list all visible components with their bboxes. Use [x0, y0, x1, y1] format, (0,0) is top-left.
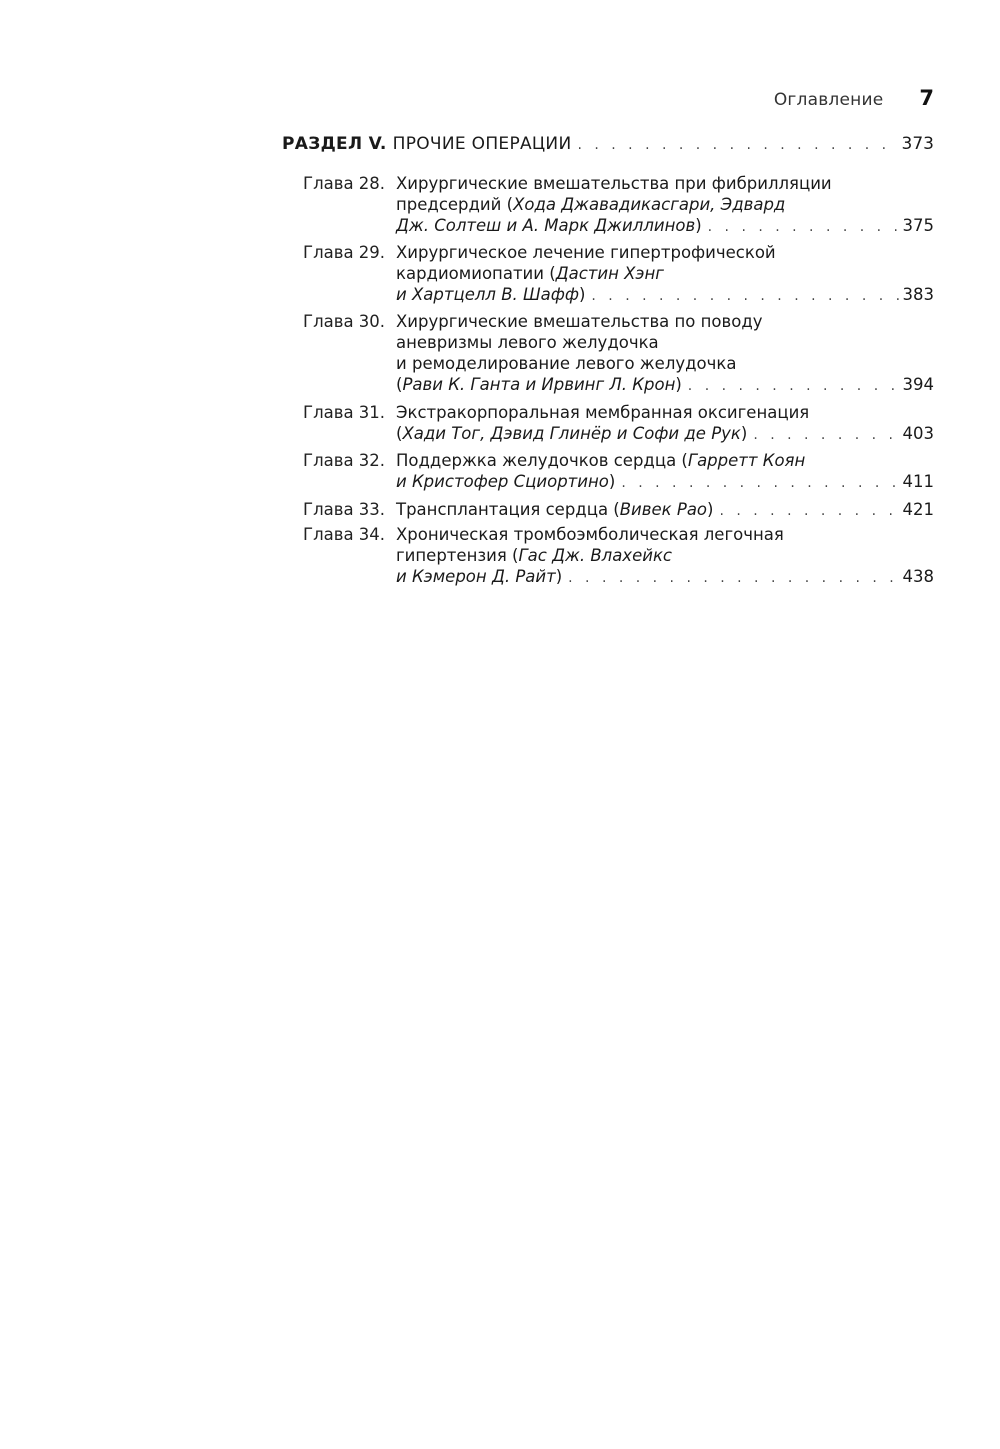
chapter-title: [396, 450, 934, 492]
title-text: Хроническая тромбоэмболическая легочная: [396, 525, 784, 544]
chapter-title-last-line: [396, 215, 934, 236]
section-title: ПРОЧИЕ ОПЕРАЦИИ: [392, 134, 572, 154]
chapter-title: [396, 402, 934, 444]
chapter-number: Глава 31.: [303, 403, 386, 422]
section-label: РАЗДЕЛ V.: [282, 134, 387, 154]
title-text: Хирургическое лечение гипертрофической: [396, 243, 776, 262]
dot-leader: [719, 501, 898, 522]
chapter-title: [396, 311, 934, 395]
chapter-title-line: [396, 242, 934, 263]
chapter-title-line: [396, 402, 934, 423]
dot-leader: [591, 286, 898, 307]
chapter-title-last-line: [396, 284, 934, 305]
chapter-number: Глава 32.: [303, 451, 386, 470]
title-text: и Кэмерон Д. Райт): [396, 567, 563, 586]
chapter-title: [396, 499, 934, 520]
running-head: [774, 86, 934, 110]
chapter-title-line: [396, 450, 934, 471]
authors-text: Хода Джавадикасгари, Эдвард: [513, 195, 786, 214]
title-text: и Хартцелл В. Шафф): [396, 285, 586, 304]
title-text: (Хади Тог, Дэвид Глинёр и Софи де Рук): [396, 424, 748, 443]
title-text: Экстракорпоральная мембранная оксигенация: [396, 403, 810, 422]
chapter-title-line: [396, 311, 934, 332]
dot-leader: [753, 425, 898, 446]
dot-leader: [568, 568, 898, 589]
title-text: гипертензия (: [396, 546, 519, 565]
chapter-title-line: [396, 332, 934, 353]
title-text: кардиомиопатии (: [396, 264, 556, 283]
authors-text: Гарретт Коян: [687, 451, 806, 470]
chapter-title-line: [396, 524, 934, 545]
dot-leader: [621, 473, 898, 494]
chapter-title-last-line: [396, 423, 934, 444]
chapter-page: 383: [902, 285, 934, 304]
chapter-title-last-line: [396, 566, 934, 587]
chapter-title-last-line: [396, 499, 934, 520]
title-text: Поддержка желудочков сердца (: [396, 451, 688, 470]
dot-leader: [577, 133, 897, 157]
chapter-number: Глава 33.: [303, 500, 386, 519]
title-text: предсердий (: [396, 195, 514, 214]
chapter-number: Глава 28.: [303, 174, 386, 193]
section-heading: [282, 132, 934, 157]
dot-leader: [708, 217, 899, 238]
chapter-title-line: [396, 263, 934, 284]
title-text: и Кристофер Сциортино): [396, 472, 616, 491]
chapter-number: Глава 29.: [303, 243, 386, 262]
title-text: аневризмы левого желудочка: [396, 333, 659, 352]
running-head-title: Оглавление: [773, 90, 884, 110]
title-text: Хирургические вмешательства при фибрилляции: [396, 174, 832, 193]
chapter-number: Глава 30.: [303, 312, 386, 331]
chapter-page: 403: [902, 424, 934, 443]
title-text: Хирургические вмешательства по поводу: [396, 312, 763, 331]
page-number: 7: [919, 86, 934, 110]
title-text: (Рави К. Ганта и Ирвинг Л. Крон): [396, 375, 682, 394]
chapter-title: [396, 524, 934, 587]
dot-leader: [688, 376, 899, 397]
chapter-title-last-line: [396, 471, 934, 492]
chapter-title: [396, 242, 934, 305]
chapter-page: 375: [902, 216, 934, 235]
section-page: 373: [901, 134, 934, 154]
chapter-title-line: [396, 194, 934, 215]
chapter-page: 438: [902, 567, 934, 586]
chapter-number: Глава 34.: [303, 525, 386, 544]
chapter-page: 411: [902, 472, 934, 491]
authors-text: Гас Дж. Влахейкс: [518, 546, 672, 565]
title-text: и ремоделирование левого желудочка: [396, 354, 737, 373]
chapter-title-last-line: [396, 374, 934, 395]
chapter-title-line: [396, 173, 934, 194]
title-text: Дж. Солтеш и А. Марк Джиллинов): [396, 216, 702, 235]
authors-text: Дастин Хэнг: [555, 264, 664, 283]
chapter-title: [396, 173, 934, 236]
chapter-page: 421: [902, 500, 934, 519]
title-text: Трансплантация сердца (Вивек Рао): [396, 500, 714, 519]
chapter-page: 394: [902, 375, 934, 394]
chapter-title-line: [396, 545, 934, 566]
chapter-title-line: [396, 353, 934, 374]
